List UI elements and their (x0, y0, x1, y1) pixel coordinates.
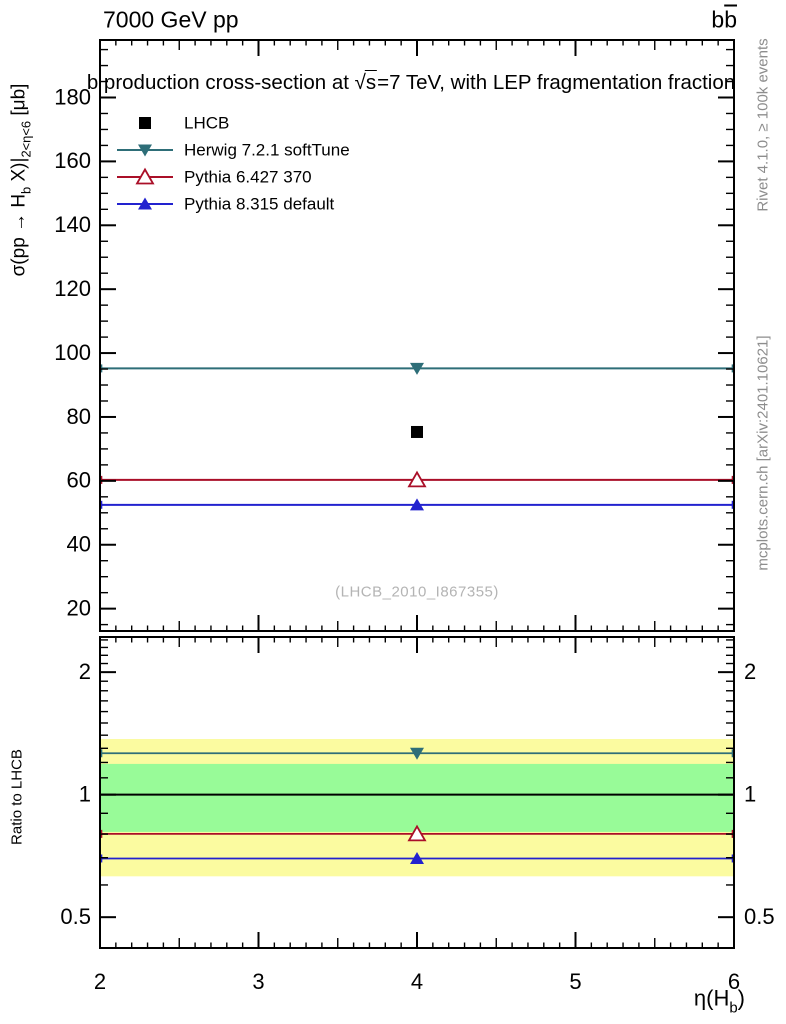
x-tick-label: 5 (569, 968, 582, 994)
y-tick-label: 40 (66, 531, 91, 557)
ratio-tick-label-right: 0.5 (744, 903, 775, 929)
process-quark: b (711, 6, 725, 33)
label-segment: 2<η<6 (18, 120, 34, 158)
ratio-tick-label-right: 2 (744, 658, 757, 684)
label-segment: η(H (693, 985, 730, 1011)
label-segment: b (729, 999, 738, 1017)
y-axis-label-main (9, 84, 34, 277)
y-tick-label: 60 (66, 467, 91, 493)
label-segment: σ(pp → H (8, 193, 30, 277)
y-axis-label-ratio: Ratio to LHCB (8, 749, 26, 845)
y-tick-label: 20 (66, 595, 91, 621)
data-point-lhcb (411, 426, 423, 438)
y-tick-label: 160 (54, 148, 91, 174)
process-label (711, 7, 737, 34)
y-tick-label: 80 (66, 403, 91, 429)
x-tick-label: 3 (252, 968, 265, 994)
legend-label-pythia-8-315-default: Pythia 8.315 default (184, 194, 335, 214)
title-post: =7 TeV, with LEP fragmentation fraction (377, 71, 736, 94)
sqrt-icon: √ (354, 71, 366, 94)
x-tick-label: 2 (93, 968, 107, 994)
x-axis-label (694, 986, 745, 1017)
ratio-tick-label-left: 2 (78, 658, 91, 684)
legend-marker-icon-lhcb (139, 117, 151, 129)
y-tick-label: 180 (54, 84, 91, 110)
title-sqrt-arg: s (365, 71, 377, 94)
label-segment: [μb] (8, 83, 30, 121)
label-segment: X)| (8, 157, 30, 187)
y-tick-label: 120 (54, 275, 91, 301)
ratio-tick-label-left: 1 (78, 781, 91, 807)
legend-label-pythia-6-427-370: Pythia 6.427 370 (184, 167, 312, 187)
legend-label-lhcb: LHCB (184, 113, 230, 133)
y-tick-label: 140 (54, 212, 91, 238)
label-segment: b (18, 186, 34, 194)
process-antiquark: $\overline{b}$ (724, 6, 737, 33)
x-tick-label: 6 (727, 968, 741, 994)
title-pre: b production cross-section at (86, 71, 355, 94)
ratio-tick-label-left: 0.5 (60, 903, 91, 929)
y-tick-label: 100 (54, 339, 91, 365)
legend-label-herwig-7-2-1-softtune: Herwig 7.2.1 softTune (184, 140, 350, 160)
watermark-analysis-id: (LHCB_2010_I867355) (335, 583, 499, 601)
plot-title (87, 71, 735, 95)
beam-energy-label: 7000 GeV pp (103, 6, 239, 33)
x-tick-label: 4 (410, 968, 424, 994)
mcplots-arxiv-note: mcplots.cern.ch [arXiv:2401.10621] (754, 335, 772, 571)
ratio-tick-label-right: 1 (744, 781, 757, 807)
rivet-version-note: Rivet 4.1.0, ≥ 100k events (754, 38, 772, 212)
1-sigma-band (100, 764, 734, 832)
label-segment: ) (737, 985, 745, 1011)
